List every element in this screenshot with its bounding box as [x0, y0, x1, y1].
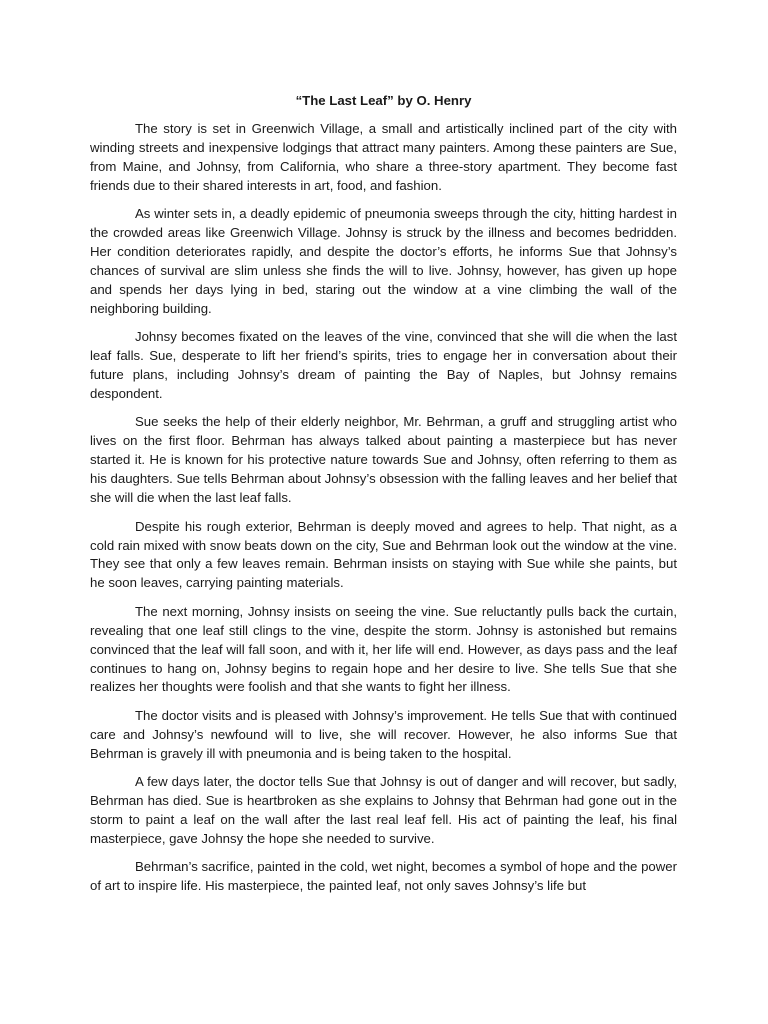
- paragraph-6: The next morning, Johnsy insists on seeing the vine. Sue reluctantly pulls back the curtain, revealing that one leaf still clings to the vine, despite the storm. Johnsy is astonished but remains convinced that the leaf will fall soon, and with it, her life will end. However, as days pass and the leaf continues to hang on, Johnsy begins to regain hope and her desire to live. She tells Sue that she realizes her thoughts were foolish and that she wants to fight her illness.: [90, 603, 677, 695]
- paragraph-3: Johnsy becomes fixated on the leaves of the vine, convinced that she will die when the last leaf falls. Sue, desperate to lift her friend’s spirits, tries to engage her in conversation about their future plans, including Johnsy’s dream of painting the Bay of Naples, but Johnsy remains despondent.: [90, 329, 677, 401]
- paragraph-4: Sue seeks the help of their elderly neighbor, Mr. Behrman, a gruff and struggling artist who lives on the first floor. Behrman has always talked about painting a masterpiece but has never started it. He is known for his protective nature towards Sue and Johnsy, often referring to them as his daughters. Sue tells Behrman about Johnsy’s obsession with the falling leaves and her belief that she will die when the last leaf falls.: [90, 414, 677, 506]
- paragraph-1: The story is set in Greenwich Village, a small and artistically inclined part of the city with winding streets and inexpensive lodgings that attract many painters. Among these painters are Sue, from Maine, and Johnsy, from California, who share a three-story apartment. They become fast friends due to their shared interests in art, food, and fashion.: [90, 121, 677, 193]
- document-page: [90, 92, 677, 906]
- paragraph-5: Despite his rough exterior, Behrman is deeply moved and agrees to help. That night, as a cold rain mixed with snow beats down on the city, Sue and Behrman look out the window at the vine. They see that only a few leaves remain. Behrman insists on staying with Sue while she paints, but he soon leaves, carrying painting materials.: [90, 518, 677, 591]
- document-title: “The Last Leaf” by O. Henry: [295, 93, 472, 108]
- paragraph-7: The doctor visits and is pleased with Johnsy’s improvement. He tells Sue that with continued care and Johnsy’s newfound will to live, she will recover. However, he also informs Sue that Behrman is gravely ill with pneumonia and is being taken to the hospital.: [90, 707, 677, 761]
- paragraph-9: Behrman’s sacrifice, painted in the cold, wet night, becomes a symbol of hope and the power of art to inspire life. His masterpiece, the painted leaf, not only saves Johnsy’s life but: [90, 859, 677, 894]
- paragraph-2: As winter sets in, a deadly epidemic of pneumonia sweeps through the city, hitting hardest in the crowded areas like Greenwich Village. Johnsy is struck by the illness and becomes bedridden. Her condition deteriorates rapidly, and despite the doctor’s efforts, he informs Sue that Johnsy’s chances of survival are slim unless she finds the will to live. Johnsy, however, has given up hope and spends her days lying in bed, staring out the window at a vine climbing the wall of the neighboring building.: [90, 206, 677, 316]
- paragraph-8: A few days later, the doctor tells Sue that Johnsy is out of danger and will recover, but sadly, Behrman has died. Sue is heartbroken as she explains to Johnsy that Behrman had gone out in the storm to paint a leaf on the wall after the last real leaf fell. His act of painting the leaf, his final masterpiece, gave Johnsy the hope she needed to survive.: [90, 774, 677, 846]
